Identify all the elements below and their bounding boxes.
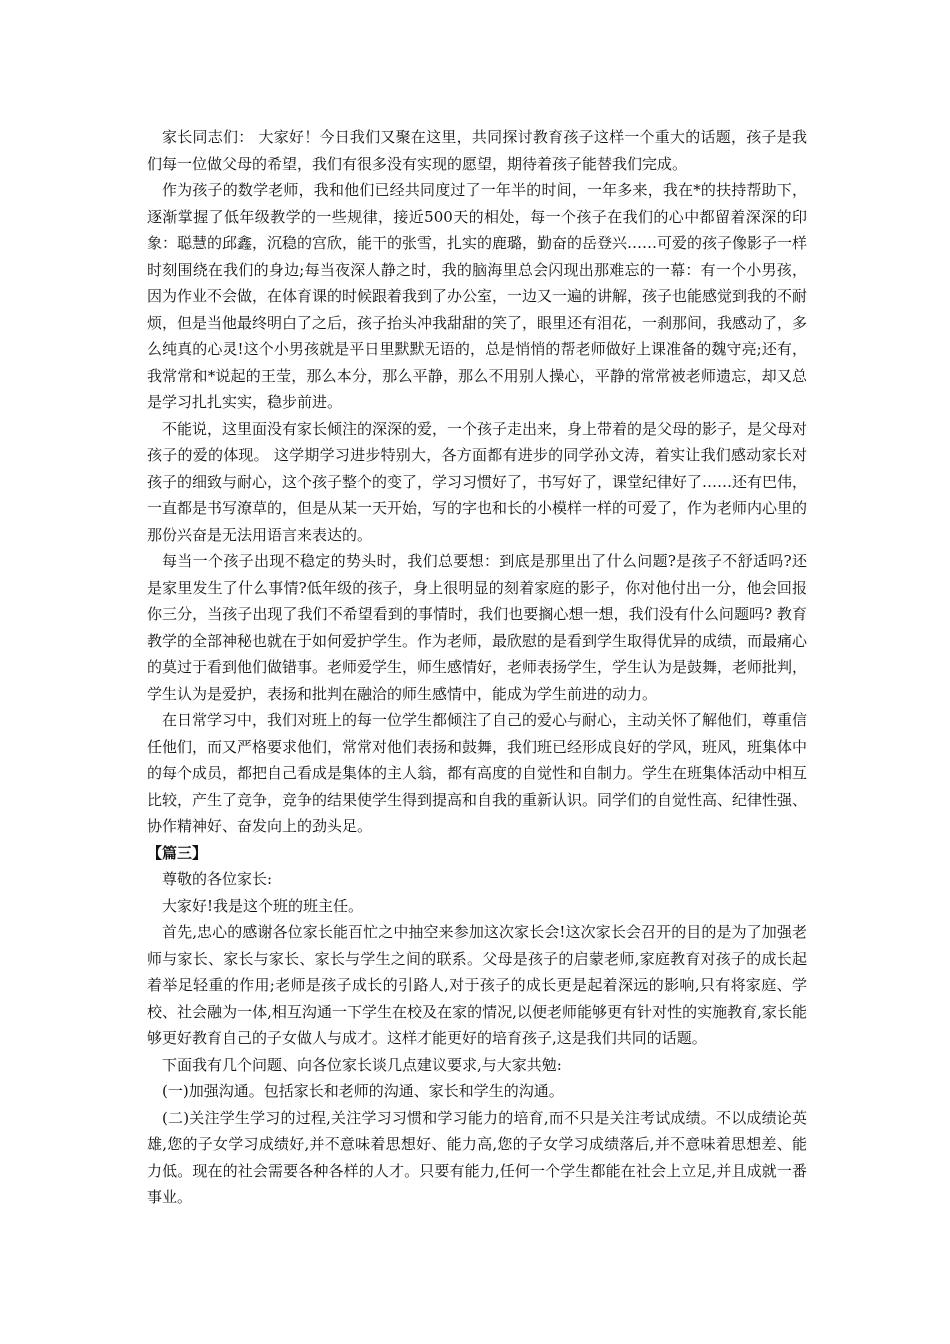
section-heading: 【篇三】 xyxy=(147,843,208,862)
paragraph-parent-love: 不能说，这里面没有家长倾注的深深的爱，一个孩子走出来，身上带着的是父母的影子，是父母对孩子的爱的体现。 这学期学习进步特别大，各方面都有进步的同学孙文涛，着实让我们感动家长对孩子的细致与耐心，这个孩子整个的变了，学习习惯好了，书写好了，课堂纪律好了……还有巴伟，一直都是书写潦草的，但是从某一天开始，写的字也和长的小模样一样的可爱了，作为老师内心里的那份兴奋是无法用语言来表达的。 xyxy=(147,419,808,544)
document-body xyxy=(147,124,807,1211)
paragraph-class-spirit: 在日常学习中，我们对班上的每一位学生都倾注了自己的爱心与耐心，主动关怀了解他们，尊重信任他们，而又严格要求他们，常常对他们表扬和鼓舞，我们班已经形成良好的学风，班风，班集体中的每个成员，都把自己看成是集体的主人翁，都有高度的自觉性和自制力。学生在班集体活动中相互比较，产生了竞争，竞争的结果使学生得到提高和自我的重新认识。同学们的自觉性高、纪律性强、协作精神好、奋发向上的劲头足。 xyxy=(147,711,808,835)
paragraph-suggestion-2: (二)关注学生学习的过程,关注学习习惯和学习能力的培育,而不只是关注考试成绩。不以成绩论英雄,您的子女学习成绩好,并不意味着思想好、能力高,您的子女学习成绩落后,并不意味着思想差、能力低。现在的社会需要各种各样的人才。只要有能力,任何一个学生都能在社会上立足,并且成就一番事业。 xyxy=(147,1108,807,1206)
paragraph-suggestions-intro: 下面我有几个问题、向各位家长谈几点建议要求,与大家共勉: xyxy=(162,1055,562,1074)
paragraph-greeting: 家长同志们： 大家好！今日我们又聚在这里，共同探讨教育孩子这样一个重大的话题，孩子是我们每一位做父母的希望，我们有很多没有实现的愿望，期待着孩子能替我们完成。 xyxy=(147,128,807,173)
paragraph-teacher-impressions: 作为孩子的数学老师，我和他们已经共同度过了一年半的时间，一年多来，我在*的扶持帮助下，逐渐掌握了低年级教学的一些规律，接近500天的相处，每一个孩子在我们的心中都留着深深的印象：聪慧的邱鑫，沉稳的宫欣，能干的张雪，扎实的鹿璐，勤奋的岳登兴……可爱的孩子像影子一样时刻围绕在我们的身边;每当夜深人静之时，我的脑海里总会闪现出那难忘的一幕：有一个小男孩，因为作业不会做，在体育课的时候跟着我到了办公室，一边又一遍的讲解，孩子也能感觉到我的不耐烦，但是当他最终明白了之后，孩子抬头冲我甜甜的笑了，眼里还有泪花，一刹那间，我感动了，多么纯真的心灵!这个小男孩就是平日里默默无语的，总是悄悄的帮老师做好上课准备的魏守亮;还有，我常常和*说起的王莹，那么本分，那么平静，那么不用别人操心，平静的常常被老师遗忘，却又总是学习扎扎实实，稳步前进。 xyxy=(147,181,808,411)
paragraph-suggestion-1: (一)加强沟通。包括家长和老师的沟通、家长和学生的沟通。 xyxy=(162,1082,564,1100)
paragraph-reflection: 每当一个孩子出现不稳定的势头时，我们总要想：到底是那里出了什么问题?是孩子不舒适吗?还是家里发生了什么事情?低年级的孩子，身上很明显的刻着家庭的影子，你对他付出一分，他会回报你三分，当孩子出现了我们不希望看到的事情时，我们也要搁心想一想，我们没有什么问题吗? 教育教学的全部神秘也就在于如何爱护学生。作为老师，最欣慰的是看到学生取得优异的成绩，而最痛心的莫过于看到他们做错事。老师爱学生，师生感情好，老师表扬学生，学生认为是鼓舞，老师批判，学生认为是爱护，表扬和批判在融洽的师生感情中，能成为学生前进的动力。 xyxy=(147,552,808,703)
paragraph-salutation: 尊敬的各位家长: xyxy=(162,870,273,888)
paragraph-intro: 大家好!我是这个班的班主任。 xyxy=(162,896,364,915)
paragraph-purpose: 首先,忠心的感谢各位家长能百忙之中抽空来参加这次家长会!这次家长会召开的目的是为了加强老师与家长、家长与家长、家长与学生之间的联系。父母是孩子的启蒙老师,家庭教育对孩子的成长起着举足轻重的作用;老师是孩子成长的引路人,对于孩子的成长更是起着深远的影响,只有将家庭、学校、社会融为一体,相互沟通一下学生在校及在家的情况,以便老师能够更有针对性的实施教育,家长能够更好教育自己的子女做人与成才。这样才能更好的培育孩子,这是我们共同的话题。 xyxy=(147,923,807,1047)
